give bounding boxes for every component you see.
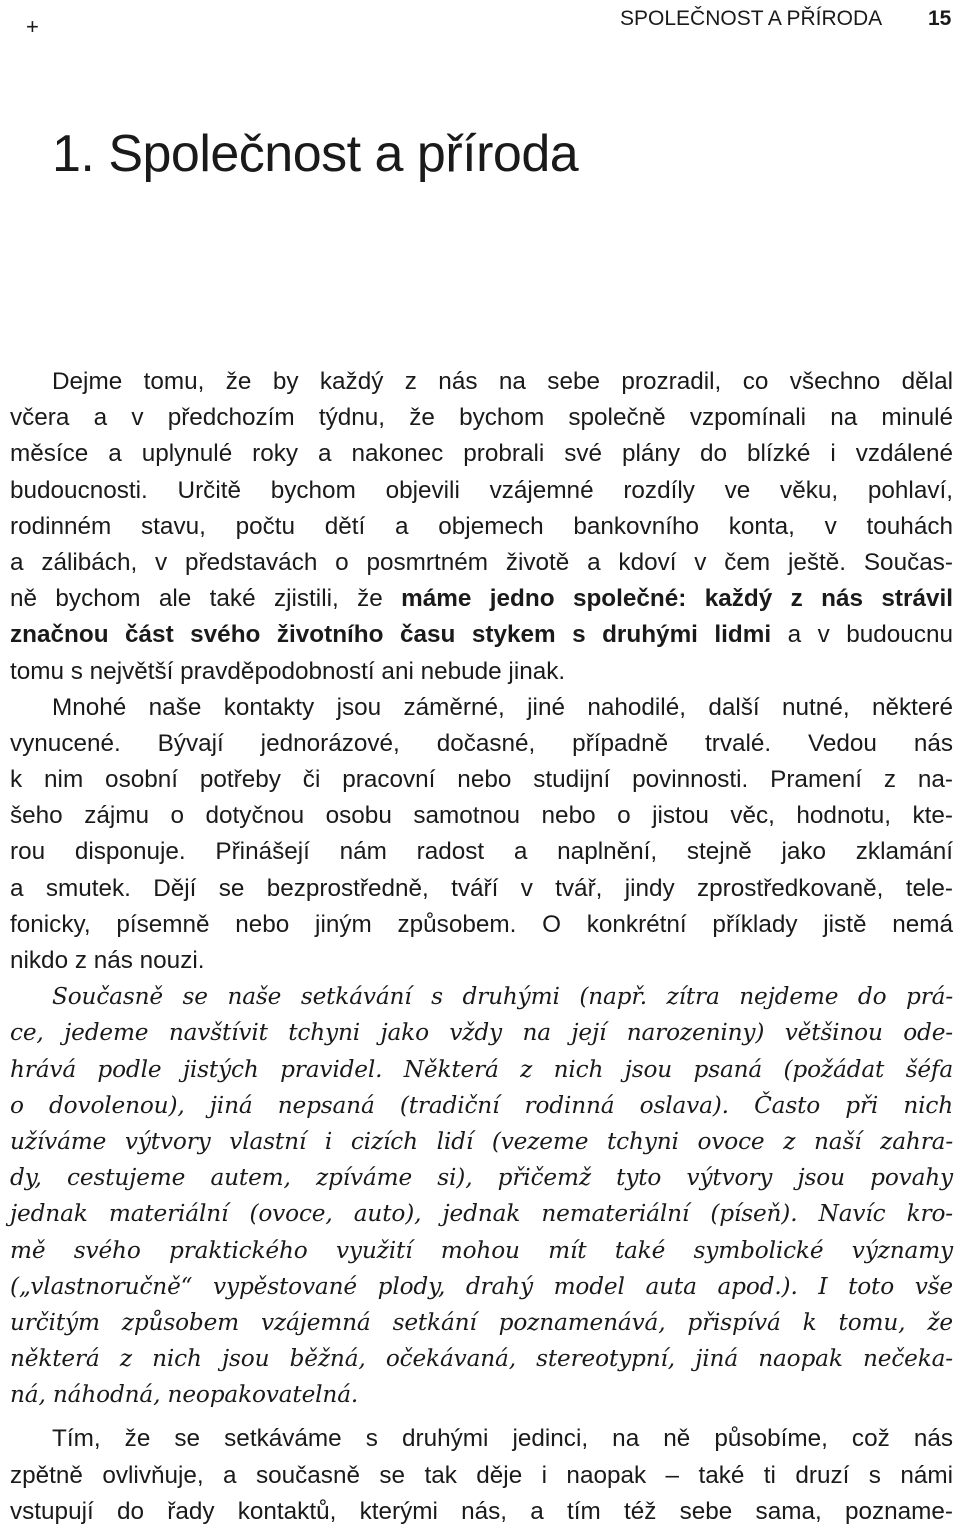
paragraph-2 <box>10 690 953 980</box>
text-line: ce, jedeme navštívit tchyni jako vždy na její narozeniny) většinou ode- <box>10 1019 953 1047</box>
text-line: mě svého praktického využití mohou mít také symbolické významy <box>10 1236 953 1264</box>
text-line: k nim osobní potřeby či pracovní nebo studijní povinnosti. Pramení z na- <box>10 766 953 794</box>
paragraph-gap <box>10 1413 953 1421</box>
text-line: budoucnosti. Určitě bychom objevili vzájemné rozdíly ve věku, pohlaví, <box>10 476 953 504</box>
text-line: některá z nich jsou běžná, očekávaná, stereotypní, jiná naopak nečeka- <box>10 1345 953 1373</box>
text-line: tomu s největší pravděpodobností ani nebude jinak. <box>10 657 566 685</box>
text-line: užíváme výtvory vlastní i cizích lidí (vezeme tchyni ovoce z naší zahra- <box>10 1127 953 1155</box>
page-number: 15 <box>928 7 952 30</box>
body-text <box>10 364 953 1530</box>
text-line: o dovolenou), jiná nepsaná (tradiční rodinná oslava). Často při nich <box>10 1091 953 1119</box>
text-line: a smutek. Dějí se bezprostředně, tváří v tvář, jindy zprostředkovaně, tele- <box>10 874 953 902</box>
text-line: vynucené. Bývají jednorázové, dočasné, případně trvalé. Vedou nás <box>10 729 953 757</box>
text-line: včera a v předchozím týdnu, že bychom společně vzpomínali na minulé <box>10 404 953 432</box>
text-line: šeho zájmu o dotyčnou osobu samotnou nebo o jistou věc, hodnotu, kte- <box>10 802 953 830</box>
text-line <box>10 617 953 653</box>
emphasis-text: značnou část svého životního času stykem s druhými lidmi <box>10 621 772 649</box>
paragraph-4 <box>10 1421 953 1530</box>
text-line: zpětně ovlivňuje, a současně se tak děje i naopak – také ti druzí s námi <box>10 1461 953 1489</box>
text-line: fonicky, písemně nebo jiným způsobem. O konkrétní příklady jistě nemá <box>10 910 953 938</box>
emphasis-text: máme jedno společné: každý z nás strávil <box>401 585 953 613</box>
text-line: („vlastnoručně“ vypěstované plody, drahý model auta apod.). I toto vše <box>10 1272 953 1300</box>
text-line: ná, náhodná, neopakovatelná. <box>10 1381 359 1409</box>
text-line: Tím, že se setkáváme s druhými jedinci, na ně působíme, což nás <box>52 1425 953 1453</box>
text-line: rodinném stavu, počtu dětí a objemech bankovního konta, v touhách <box>10 512 953 540</box>
chapter-title: 1. Společnost a příroda <box>52 125 579 183</box>
text-run: a v budoucnu <box>771 621 953 649</box>
crop-mark: + <box>26 14 39 39</box>
text-line: rou disponuje. Přinášejí nám radost a naplnění, stejně jako zklamání <box>10 838 953 866</box>
text-line: dy, cestujeme autem, zpíváme si), přičemž tyto výtvory jsou povahy <box>10 1164 953 1192</box>
running-header-title: SPOLEČNOST A PŘÍRODA <box>620 7 883 30</box>
paragraph-1 <box>10 364 953 690</box>
paragraph-3-italic <box>10 979 953 1413</box>
text-run: ně bychom ale také zjistili, že <box>10 585 402 613</box>
text-line: vstupují do řady kontaktů, kterými nás, a tím též sebe sama, poznamе- <box>10 1497 953 1525</box>
text-line: a zálibách, v představách o posmrtném životě a kdoví v čem ještě. Součas- <box>10 548 953 576</box>
text-line: Dejme tomu, že by každý z nás na sebe prozradil, co všechno dělal <box>52 368 953 395</box>
text-line: měsíce a uplynulé roky a nakonec probrali své plány do blízké i vzdálené <box>10 440 953 468</box>
text-line: určitým způsobem vzájemná setkání poznamenává, přispívá k tomu, že <box>10 1308 953 1336</box>
text-line: Současně se naše setkávání s druhými (např. zítra nejdeme do prá- <box>52 983 953 1011</box>
text-line: jednak materiální (ovoce, auto), jednak nemateriální (píseň). Navíc kro- <box>10 1200 953 1228</box>
text-line: Mnohé naše kontakty jsou záměrné, jiné nahodilé, další nutné, některé <box>52 693 953 721</box>
text-line: nikdo z nás nouzi. <box>10 947 205 974</box>
text-line: hrává podle jistých pravidel. Některá z nich jsou psaná (požádat šéfa <box>10 1055 953 1083</box>
text-line <box>10 581 953 617</box>
